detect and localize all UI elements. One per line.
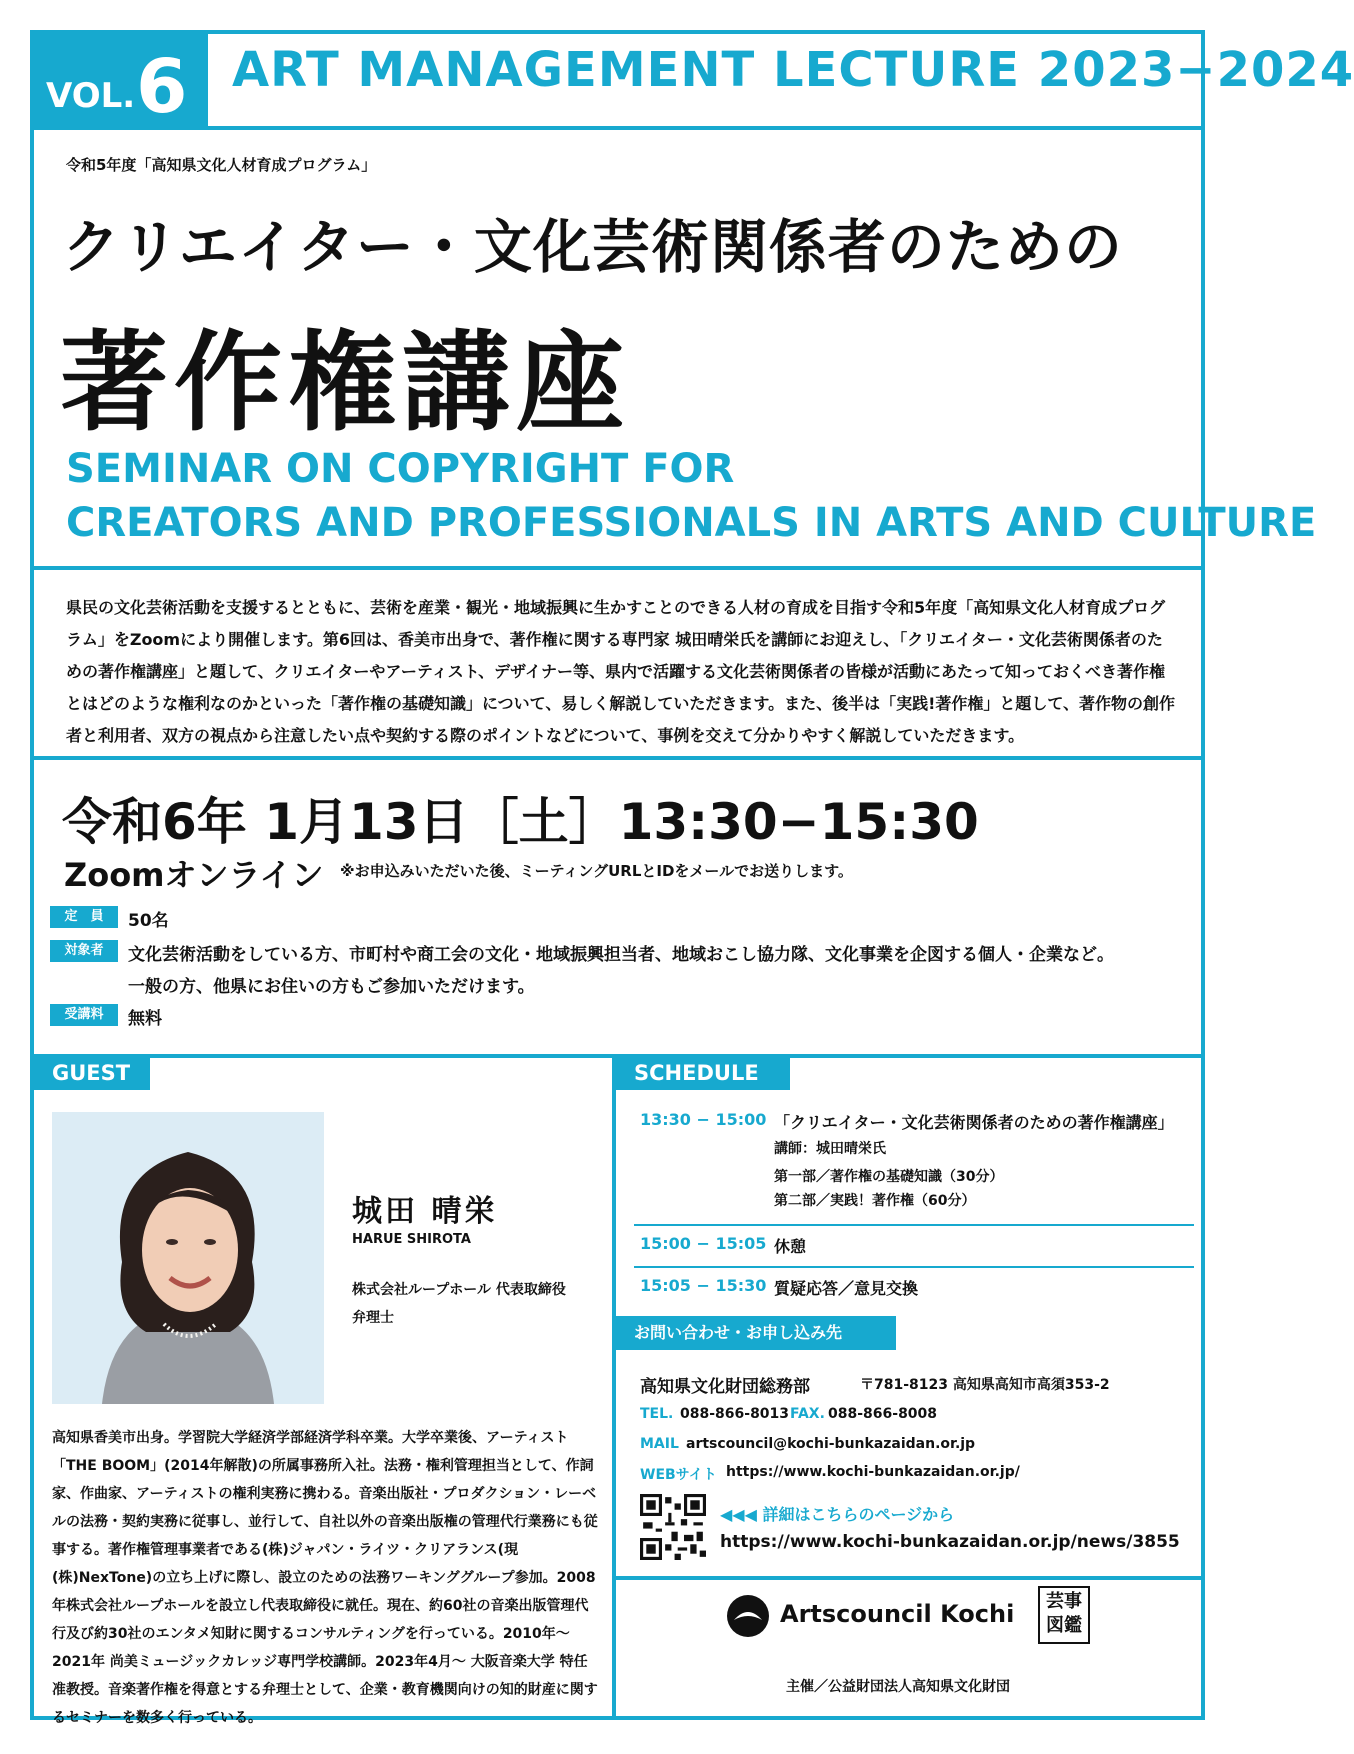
schedule-part-1: 第一部／著作権の基礎知識（30分） bbox=[774, 1169, 1004, 1185]
target-label: 対象者 bbox=[50, 940, 118, 962]
column-divider bbox=[612, 1054, 616, 1720]
web-label: WEBサイト bbox=[640, 1467, 717, 1483]
schedule-time-2: 15:00 − 15:05 bbox=[640, 1234, 767, 1253]
guest-tab: GUEST bbox=[34, 1056, 150, 1090]
english-title-line-2: CREATORS AND PROFESSIONALS IN ARTS AND CULTURE bbox=[66, 500, 1317, 546]
program-label: 令和5年度「高知県文化人材育成プログラム」 bbox=[66, 156, 377, 174]
event-date: 令和6年 1月13日［土］13:30−15:30 bbox=[62, 793, 979, 851]
contact-tab: お問い合わせ・お申し込み先 bbox=[616, 1316, 896, 1350]
schedule-tab: SCHEDULE bbox=[616, 1056, 790, 1090]
guest-photo bbox=[52, 1112, 324, 1404]
tel-label: TEL. bbox=[640, 1406, 674, 1422]
vol-number: 6 bbox=[136, 44, 188, 130]
intro-text: 県民の文化芸術活動を支援するとともに、芸術を産業・観光・地域振興に生かすことのできる人材の育成を目指す令和5年度「高知県文化人材育成プログラム」をZoomにより開催します。第6回は、香美市出身で、著作権に関する専門家 城田晴栄氏を講師にお迎えし、「クリエイター・文化芸術関係者のための著作権講座」と題して、クリエイターやアーティスト、デザイナー等、県内で活躍する文化芸術関係者の皆様が活動にあたって知っておくべき著作権とはどのような権利なのかといった「著作権の基礎知識」について、易しく解説していただきます。また、後半は「実践!著作権」と題して、著作物の創作者と利用者、双方の視点から注意したい点や契約する際のポイントなどについて、事例を交えて分かりやすく解説していただきます。 bbox=[66, 598, 1176, 745]
fee-label: 受講料 bbox=[50, 1004, 118, 1026]
series-title: ART MANAGEMENT LECTURE 2023−2024 bbox=[232, 42, 1354, 98]
schedule-divider-2 bbox=[634, 1266, 1194, 1268]
fax-value: 088-866-8008 bbox=[828, 1406, 938, 1422]
capacity-value: 50名 bbox=[128, 911, 169, 931]
mail-label: MAIL bbox=[640, 1436, 679, 1452]
mail-link[interactable]: artscouncil@kochi-bunkazaidan.or.jp bbox=[686, 1436, 976, 1452]
schedule-time-1: 13:30 − 15:00 bbox=[640, 1110, 767, 1129]
schedule-divider-1 bbox=[634, 1224, 1194, 1226]
title-line-1: クリエイター・文化芸術関係者のための bbox=[62, 213, 1123, 281]
target-value-line-2: 一般の方、他県にお住いの方もご参加いただけます。 bbox=[128, 977, 535, 997]
tel-value: 088-866-8013 bbox=[680, 1406, 790, 1422]
vol-prefix: VOL. bbox=[46, 76, 136, 116]
guest-name-roman: HARUE SHIROTA bbox=[352, 1232, 471, 1247]
event-venue: Zoomオンライン bbox=[64, 856, 324, 894]
page-title: 著作権講座 bbox=[60, 321, 631, 446]
schedule-text-2: 休憩 bbox=[774, 1237, 807, 1256]
geiji-zukan-text: 芸事図鑑 bbox=[1046, 1591, 1082, 1636]
schedule-text-1: 「クリエイター・文化芸術関係者のための著作権講座」 bbox=[774, 1113, 1174, 1132]
fax-label: FAX. bbox=[790, 1406, 825, 1422]
contact-address: 〒781-8123 高知県高知市高須353-2 bbox=[860, 1377, 1110, 1393]
geiji-zukan-badge bbox=[1038, 1586, 1090, 1644]
guest-name: 城田 晴栄 bbox=[352, 1194, 498, 1229]
schedule-lecturer: 講師：城田晴栄氏 bbox=[774, 1141, 886, 1157]
schedule-time-3: 15:05 − 15:30 bbox=[640, 1276, 767, 1295]
guest-bio: 高知県香美市出身。学習院大学経済学部経済学科卒業。大学卒業後、アーティスト「THE BOOM」(2014年解散)の所属事務所入社。法務・権利管理担当として、作詞家、作曲家、アーティストの権利実務に携わる。音楽出版社・プロダクション・レーベルの法務・契約実務に従事し、並行して、自社以外の音楽出版権の管理代行業務にも従事する。著作権管理事業者である(株)ジャパン・ライツ・クリアランス(現(株)NexTone)の立ち上げに際し、設立のための法務ワーキンググループ参加。2008年株式会社ループホールを設立し代表取締役に就任。現在、約60社の音楽出版管理代行及び約30社のエンタメ知財に関するコンサルティングを行っている。2010年〜2021年 尚美ミュージックカレッジ専門学校講師。2023年4月〜 大阪音楽大学 特任准教授。音楽著作権を得意とする弁理士として、企業・教育機関向けの知的財産に関するセミナーを数多く行っている。 bbox=[52, 1430, 598, 1726]
target-value-line-1: 文化芸術活動をしている方、市町村や商工会の文化・地域振興担当者、地域おこし協力隊、文化事業を企図する個人・企業など。 bbox=[128, 945, 1114, 965]
guest-title-line-1: 株式会社ループホール 代表取締役 bbox=[352, 1282, 566, 1298]
web-link[interactable]: https://www.kochi-bunkazaidan.or.jp/ bbox=[726, 1464, 1020, 1480]
contact-org: 高知県文化財団総務部 bbox=[640, 1377, 810, 1397]
guest-title-line-2: 弁理士 bbox=[352, 1310, 394, 1326]
detail-label: ◀◀◀ 詳細はこちらのページから bbox=[720, 1505, 955, 1524]
qr-code-icon[interactable] bbox=[640, 1494, 706, 1560]
artscouncil-logo-icon bbox=[726, 1594, 770, 1638]
schedule-part-2: 第二部／実践！著作権（60分） bbox=[774, 1193, 976, 1209]
capacity-label: 定 員 bbox=[50, 906, 118, 928]
footer-divider bbox=[612, 1576, 1205, 1580]
venue-note: ※お申込みいただいた後、ミーティングURLとIDをメールでお送りします。 bbox=[340, 862, 853, 880]
guest-title bbox=[352, 1276, 566, 1332]
intro-divider bbox=[30, 756, 1205, 760]
schedule-text-3: 質疑応答／意見交換 bbox=[774, 1279, 919, 1298]
artscouncil-logo: Artscouncil Kochi bbox=[780, 1600, 1015, 1628]
english-title-line-1: SEMINAR ON COPYRIGHT FOR bbox=[66, 446, 735, 492]
detail-url-link[interactable]: https://www.kochi-bunkazaidan.or.jp/news/3855 bbox=[720, 1532, 1180, 1552]
title-divider bbox=[30, 566, 1205, 570]
fee-value: 無料 bbox=[128, 1009, 162, 1029]
vol-badge bbox=[30, 30, 208, 130]
host-credit: 主催／公益財団法人高知県文化財団 bbox=[786, 1679, 1010, 1695]
